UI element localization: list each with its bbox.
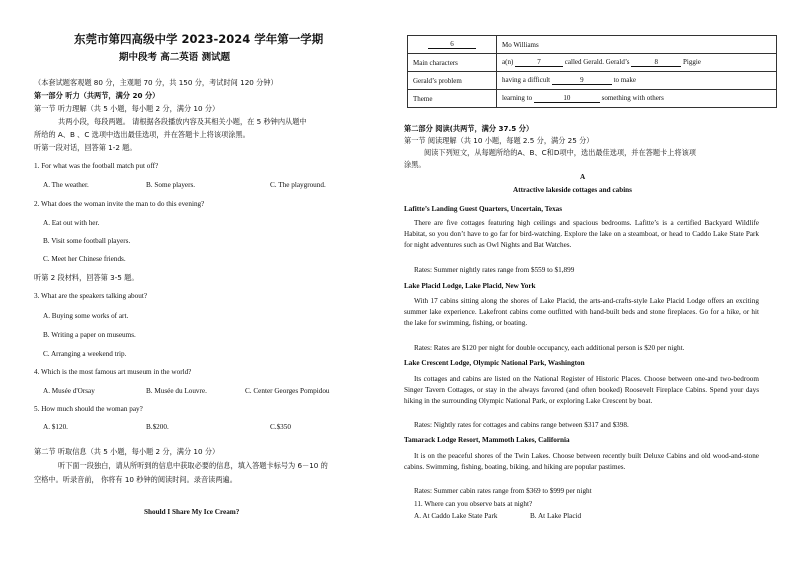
answer-blank-7[interactable]: 7: [515, 58, 563, 67]
question-4-option-a: A. Musée d'Orsay: [43, 387, 95, 395]
table-cell-label: Theme: [408, 90, 497, 108]
question-5-option-a: A. $120.: [43, 423, 68, 431]
place-4-rates: Rates: Summer cabin rates range from $369 to $999 per night: [414, 487, 592, 495]
part1-section1-title: 第一节 听力理解（共 5 小题，每小题 2 分，满分 10 分）: [34, 104, 220, 113]
part1-instruction-line2: 所给的 A、B 、C 选项中选出最佳选项，并在答题卡上将该项涂黑。: [34, 130, 250, 139]
place-4-name: Tamarack Lodge Resort, Mammoth Lakes, California: [404, 436, 570, 444]
listening-info-table: [407, 35, 777, 108]
passage-letter: A: [580, 173, 586, 181]
place-3-description: Its cottages and cabins are listed on the National Register of Historic Places. Choose between one-and two-bedroom Singer Tavern Cottages, or stay in the always favored (and often booked) Roosevelt Fireplace Cabins. Spend your days hiking in the surrounding Olympic National Park, or exploring Lake Crescent by boat.: [404, 375, 759, 406]
table-cell-label: Gerald’s problem: [408, 72, 497, 90]
table-cell-label: Main characters: [408, 54, 497, 72]
part1-section2-instruction-line2: 空格中。听录音前， 你将有 10 秒钟的阅读时间。录音读两遍。: [34, 475, 237, 484]
question-4-option-b: B. Musée du Louvre.: [146, 387, 207, 395]
question-5-option-c: C.$350: [270, 423, 291, 431]
question-3-option-a: A. Buying some works of art.: [43, 312, 129, 320]
table-cell-label: [408, 36, 497, 54]
question-3-stem: 3. What are the speakers talking about?: [34, 292, 148, 300]
table-row: [408, 54, 777, 72]
listening-passage-title: Should I Share My Ice Cream?: [144, 508, 240, 516]
place-2-description: With 17 cabins sitting along the shores of Lake Placid, the arts-and-crafts-style Lake Placid Lodge offers an exciting summer lake experience. Lakefront cabins come outfitted with hand-built beds and stone fireplaces. Go for a hike, or hit the lake for swimming, fishing, or boating.: [404, 297, 759, 328]
part1-section2-title: 第二节 听取信息（共 5 小题，每小题 2 分，满分 10 分）: [34, 447, 220, 456]
part1-instruction-line3: 听第一段对话，回答第 1-2 题。: [34, 143, 137, 152]
question-11-option-b: B. At Lake Placid: [530, 512, 582, 520]
question-1-stem: 1. For what was the football match put off?: [34, 162, 159, 170]
question-2-option-a: A. Eat out with her.: [43, 219, 100, 227]
question-2-option-c: C. Meet her Chinese friends.: [43, 255, 126, 263]
answer-blank-6[interactable]: 6: [428, 40, 476, 49]
listen-passage-2-note: 听第 2 段材料，回答第 3-5 题。: [34, 273, 139, 282]
question-3-option-b: B. Writing a paper on museums.: [43, 331, 136, 339]
part2-title: 第二部分 阅读(共两节，满分 37.5 分）: [404, 124, 534, 133]
table-row: [408, 72, 777, 90]
question-4-stem: 4. Which is the most famous art museum in the world?: [34, 368, 192, 376]
place-1-name: Lafitte’s Landing Guest Quarters, Uncertain, Texas: [404, 205, 563, 213]
question-1-option-a: A. The weather.: [43, 181, 89, 189]
part1-section2-instruction-line1: 听下面一段独白，请从所听到的信息中获取必要的信息，填入答题卡标号为 6－10 的: [58, 461, 328, 470]
place-3-rates: Rates: Nightly rates for cottages and cabins range between $317 and $398.: [414, 421, 629, 429]
question-5-stem: 5. How much should the woman pay?: [34, 405, 143, 413]
question-5-option-b: B.$200.: [146, 423, 169, 431]
question-1-option-b: B. Some players.: [146, 181, 196, 189]
passage-title: Attractive lakeside cottages and cabins: [513, 186, 632, 194]
question-2-stem: 2. What does the woman invite the man to do this evening?: [34, 200, 205, 208]
table-cell-content: learning to 10 something with others: [497, 90, 777, 108]
place-4-description: It is on the peaceful shores of the Twin Lakes. Choose between recently built Deluxe Cabins and old wood-and-stone cabins. Swimming, fishing, boating, biking, and hiking are popular pastimes.: [404, 452, 759, 472]
table-row: [408, 36, 777, 54]
question-4-option-c: C. Center Georges Pompidou: [245, 387, 330, 395]
question-1-option-c: C. The playground.: [270, 181, 326, 189]
question-11-stem: 11. Where can you observe bats at night?: [414, 500, 533, 508]
school-year-title: 东莞市第四高级中学 2023-2024 学年第一学期: [74, 32, 324, 46]
table-cell-content: a(n) 7 called Gerald. Gerald’s 8 Piggie: [497, 54, 777, 72]
question-3-option-c: C. Arranging a weekend trip.: [43, 350, 127, 358]
scoring-note: （本套试题客观题 80 分，主观题 70 分，共 150 分，考试时间 120 分钟）: [34, 78, 278, 87]
answer-blank-9[interactable]: 9: [552, 76, 612, 85]
part1-title: 第一部分 听力（共两节，满分 20 分）: [34, 91, 160, 100]
table-row: [408, 90, 777, 108]
part2-instruction-line1: 阅读下列短文，从每题所给的A、B、C和D项中，选出最佳选项，并在答题卡上将该项: [424, 148, 696, 157]
question-11-option-a: A. At Caddo Lake State Park: [414, 512, 498, 520]
question-2-option-b: B. Visit some football players.: [43, 237, 131, 245]
place-3-name: Lake Crescent Lodge, Olympic National Park, Washington: [404, 359, 585, 367]
place-2-name: Lake Placid Lodge, Lake Placid, New York: [404, 282, 536, 290]
part1-instruction-line1: 共两小段，每段两题。 请根据各段播放内容及其相关小题，在 5 秒钟内从题中: [58, 117, 307, 126]
answer-blank-8[interactable]: 8: [631, 58, 681, 67]
place-1-rates: Rates: Summer nightly rates range from $559 to $1,899: [414, 266, 575, 274]
exam-title: 期中段考 高二英语 测试题: [119, 52, 231, 63]
table-cell-content: Mo Williams: [497, 36, 777, 54]
part2-section1-title: 第一节 阅读理解（共 10 小题，每题 2.5 分，满分 25 分）: [404, 136, 594, 145]
part2-instruction-line2: 涂黑。: [404, 160, 426, 169]
place-2-rates: Rates: Rates are $120 per night for double occupancy, each additional person is $20 per night.: [414, 344, 685, 352]
answer-blank-10[interactable]: 10: [534, 94, 600, 103]
table-cell-content: having a difficult 9 to make: [497, 72, 777, 90]
place-1-description: There are five cottages featuring high ceilings and spacious bedrooms. Lafitte’s is a certified Backyard Wildlife Habitat, so you don’t have to go far for bird-watching. Explore the lake on a steamboat, or head to Caddo Lake State Park for night adventures such as Owl Nights and Bat Watches.: [404, 219, 759, 250]
